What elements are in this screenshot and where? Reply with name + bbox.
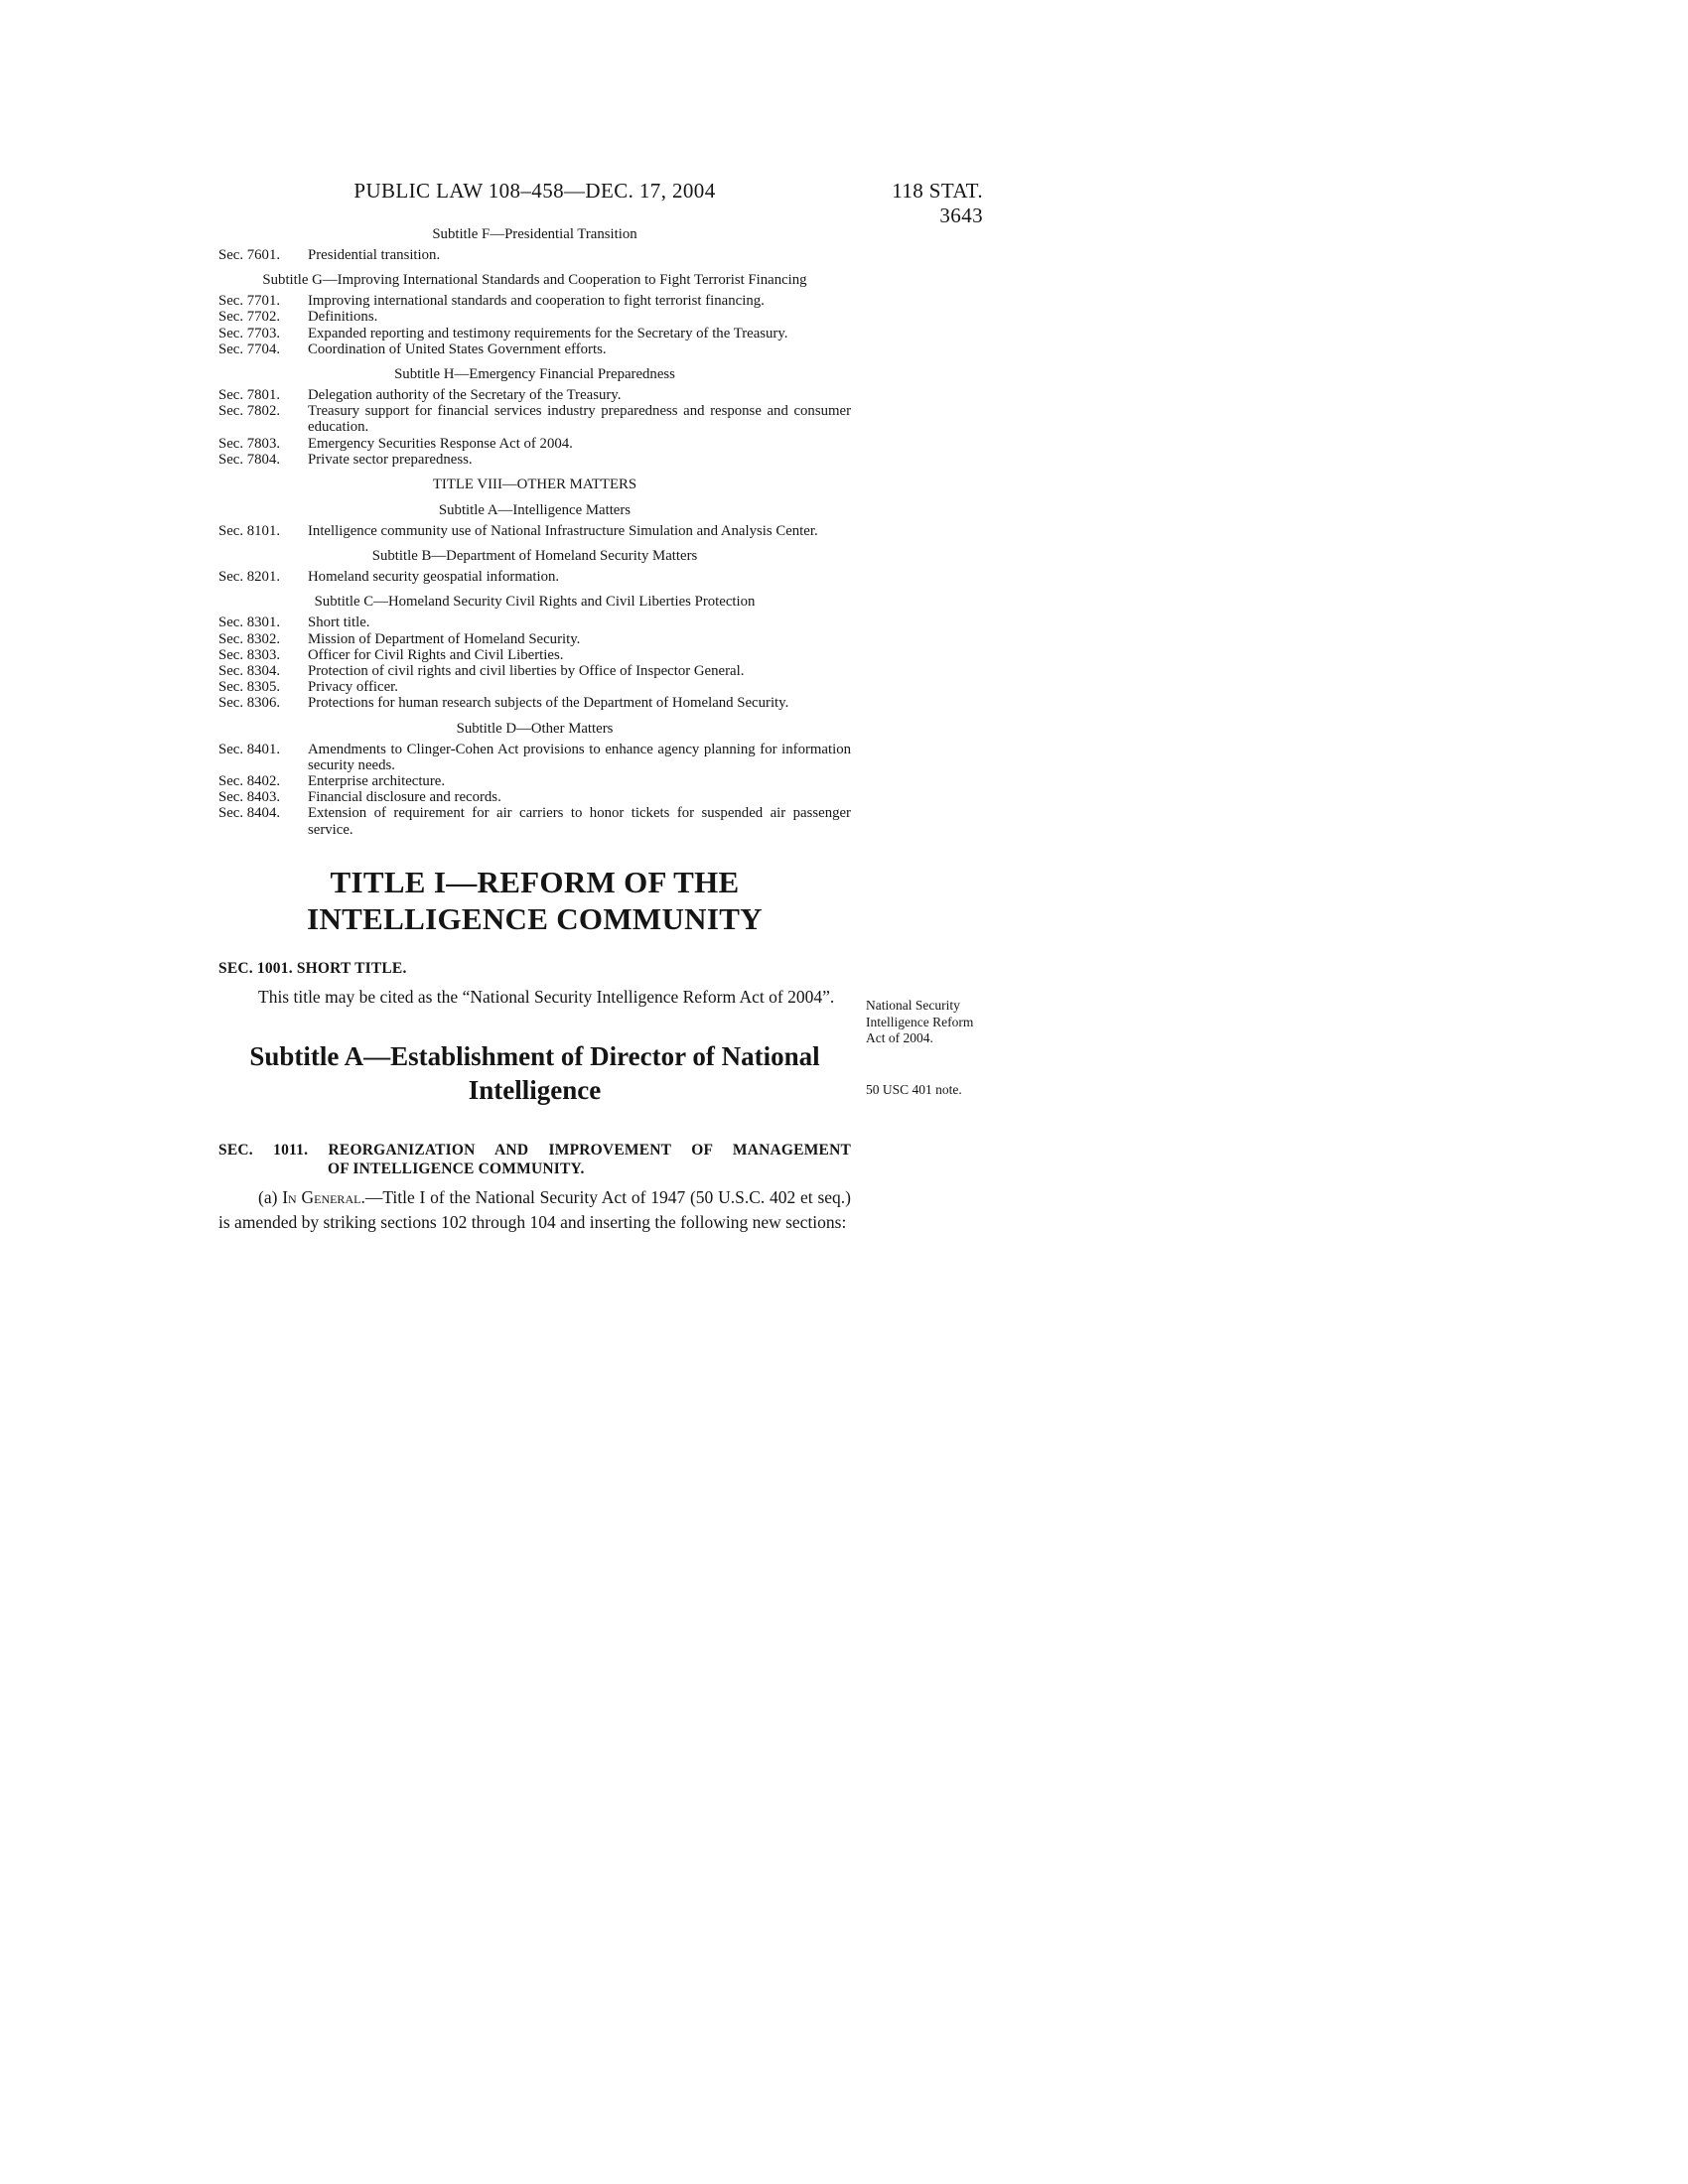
toc-section-number: Sec. 8101.	[218, 523, 281, 540]
toc-section-text: Extension of requirement for air carriers to honor tickets for suspended air passenger service.	[308, 805, 851, 838]
toc-section-text: Mission of Department of Homeland Security.	[308, 630, 581, 647]
toc-section-number: Sec. 8403.	[218, 789, 281, 806]
toc-subtitle-heading: Subtitle H—Emergency Financial Preparedness	[394, 366, 675, 383]
toc-section-entry	[218, 341, 851, 357]
header-law-title: PUBLIC LAW 108–458—DEC. 17, 2004	[353, 179, 716, 203]
toc-section-number: Sec. 7803.	[218, 435, 281, 452]
title-i-heading: TITLE I—REFORM OF THE INTELLIGENCE COMMUNITY	[307, 864, 763, 936]
toc-section-text: Enterprise architecture.	[308, 773, 446, 790]
toc-section-entry	[218, 569, 851, 585]
toc-section-entry	[218, 436, 851, 452]
sec-1001-body-paragraph: This title may be cited as the “National Security Intelligence Reform Act of 2004”.	[258, 986, 835, 1007]
subtitle-a-heading: Subtitle A—Establishment of Director of National Intelligence	[249, 1040, 820, 1105]
toc-section-entry	[218, 452, 851, 468]
toc-section-text: Protections for human research subjects of the Department of Homeland Security.	[308, 695, 789, 712]
toc-section-text: Officer for Civil Rights and Civil Liberties.	[308, 646, 564, 663]
toc-section-entry	[218, 789, 851, 805]
toc-section-entry	[218, 309, 851, 325]
toc-section-entry	[218, 523, 851, 539]
toc-section-entry	[218, 805, 851, 837]
toc-section-number: Sec. 7804.	[218, 451, 281, 468]
paragraph-a-text: .—Title I of the National Security Act of 1947 (50 U.S.C. 402 et seq.) is amended by striking sections 102 through 104 and inserting the following new sections:	[218, 1186, 851, 1232]
toc-section-entry	[218, 679, 851, 695]
toc-section-text: Intelligence community use of National Infrastructure Simulation and Analysis Center.	[308, 523, 818, 540]
toc-section-number: Sec. 7703.	[218, 325, 281, 341]
toc-section-number: Sec. 7802.	[218, 403, 281, 420]
toc-section-entry	[218, 663, 851, 679]
toc-section-text: Coordination of United States Government efforts.	[308, 341, 607, 357]
toc-section-text: Definitions.	[308, 309, 378, 326]
toc-section-entry	[218, 614, 851, 630]
toc-section-number: Sec. 8201.	[218, 569, 281, 586]
paragraph-a-label: (a)	[258, 1186, 283, 1207]
table-of-contents	[218, 226, 851, 838]
toc-section-number: Sec. 7701.	[218, 293, 281, 310]
header-stat-number: 118 STAT. 3643	[892, 179, 983, 227]
toc-subtitle-heading: Subtitle D—Other Matters	[456, 720, 614, 737]
toc-subtitle-heading: Subtitle F—Presidential Transition	[432, 226, 637, 242]
toc-section-number: Sec. 8304.	[218, 663, 281, 680]
toc-section-text: Financial disclosure and records.	[308, 789, 501, 806]
sec-1011-paragraph-a	[218, 1185, 851, 1235]
toc-section-entry	[218, 773, 851, 789]
toc-section-number: Sec. 8306.	[218, 695, 281, 712]
toc-section-text: Amendments to Clinger-Cohen Act provisions to enhance agency planning for information security needs.	[308, 741, 851, 773]
paragraph-a-smallcaps-term: In General	[282, 1186, 361, 1207]
toc-section-text: Homeland security geospatial information.	[308, 569, 560, 586]
toc-subtitle-heading: Subtitle G—Improving International Standards and Cooperation to Fight Terrorist Financing	[262, 272, 807, 289]
toc-section-text: Protection of civil rights and civil liberties by Office of Inspector General.	[308, 663, 745, 680]
toc-section-entry	[218, 403, 851, 435]
toc-section-number: Sec. 7704.	[218, 341, 281, 357]
toc-subtitle-heading: Subtitle C—Homeland Security Civil Rights and Civil Liberties Protection	[314, 594, 756, 611]
toc-section-text: Emergency Securities Response Act of 2004.	[308, 435, 573, 452]
sec-1011-heading-line-2: OF INTELLIGENCE COMMUNITY.	[328, 1160, 585, 1177]
toc-section-entry	[218, 387, 851, 403]
toc-section-entry	[218, 631, 851, 647]
margin-note-usc-citation: 50 USC 401 note.	[866, 1082, 962, 1097]
toc-section-number: Sec. 8401.	[218, 741, 281, 757]
toc-section-text: Treasury support for financial services industry preparedness and response and consumer education.	[308, 403, 851, 436]
toc-section-text: Expanded reporting and testimony requirements for the Secretary of the Treasury.	[308, 325, 788, 341]
toc-section-entry	[218, 247, 851, 263]
toc-section-number: Sec. 8305.	[218, 679, 281, 696]
toc-section-text: Delegation authority of the Secretary of the Treasury.	[308, 387, 622, 404]
toc-section-number: Sec. 7702.	[218, 309, 281, 326]
toc-section-entry	[218, 742, 851, 773]
toc-subtitle-heading: Subtitle B—Department of Homeland Security Matters	[371, 548, 698, 565]
toc-section-entry	[218, 647, 851, 663]
margin-note-act-title: National Security Intelligence Reform Act of 2004.	[866, 998, 974, 1045]
toc-section-entry	[218, 293, 851, 309]
toc-section-number: Sec. 8402.	[218, 773, 281, 790]
toc-subtitle-heading: Subtitle A—Intelligence Matters	[438, 502, 632, 519]
toc-section-text: Presidential transition.	[308, 247, 441, 263]
toc-section-number: Sec. 8303.	[218, 646, 281, 663]
toc-section-text: Improving international standards and cooperation to fight terrorist financing.	[308, 293, 765, 310]
sec-1011-heading-line-1: SEC. 1011. REORGANIZATION AND IMPROVEMENT OF MANAGEMENT	[218, 1141, 851, 1159]
toc-subtitle-heading: TITLE VIII—OTHER MATTERS	[432, 477, 637, 493]
toc-section-number: Sec. 7601.	[218, 247, 281, 263]
toc-section-text: Privacy officer.	[308, 679, 398, 696]
toc-section-text: Private sector preparedness.	[308, 451, 473, 468]
sec-1001-heading: SEC. 1001. SHORT TITLE.	[218, 959, 407, 977]
toc-section-number: Sec. 8301.	[218, 614, 281, 631]
toc-section-entry	[218, 326, 851, 341]
toc-section-number: Sec. 7801.	[218, 387, 281, 404]
toc-section-number: Sec. 8404.	[218, 805, 281, 822]
toc-section-text: Short title.	[308, 614, 370, 631]
toc-section-number: Sec. 8302.	[218, 630, 281, 647]
main-text-column	[218, 220, 851, 1235]
toc-section-entry	[218, 695, 851, 711]
